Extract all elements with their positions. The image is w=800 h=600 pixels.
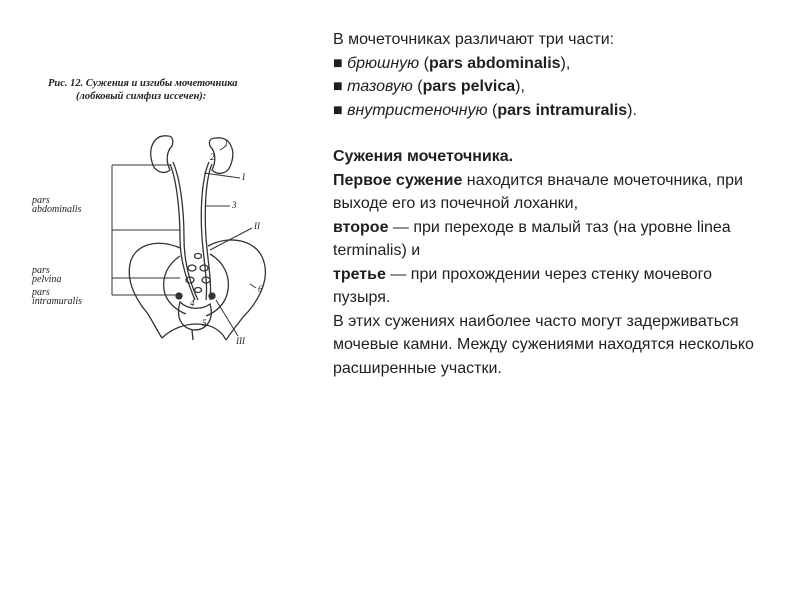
second-term: второе	[333, 218, 389, 236]
bullet-icon: ■	[333, 54, 343, 72]
label-pars-intramuralis-2: intramuralis	[32, 296, 83, 307]
part3-latin: pars intramuralis	[497, 101, 628, 119]
first-term: Первое сужение	[333, 171, 463, 189]
part2-name: тазовую	[347, 78, 413, 95]
constrictions-heading	[333, 145, 773, 169]
label-pars-pelvina-1: pars	[32, 265, 50, 276]
third-constriction	[333, 263, 773, 310]
pelvic-floor	[162, 324, 226, 340]
description-text	[333, 28, 773, 380]
label-num-II: II	[254, 221, 260, 231]
third-desc: — при прохождении через стенку мочевого пузыря.	[333, 265, 712, 306]
pelvis-right-wing	[208, 240, 265, 340]
part-line-intramuralis: ■ внутристеночную (pars intramuralis).	[333, 101, 637, 119]
figure-caption-line1: Рис. 12. Сужения и изгибы мочеточника	[48, 78, 238, 89]
left-ureter	[170, 164, 195, 300]
bullet-icon: ■	[333, 101, 343, 119]
figure-caption-line2: (лобковый симфиз иссечен):	[76, 91, 207, 102]
label-pars-intramuralis-1: pars	[32, 287, 50, 298]
part2-latin: pars pelvica	[422, 78, 516, 95]
part-line-abdominalis: ■ брюшную (pars abdominalis),	[333, 54, 571, 72]
intro-line: В мочеточниках различают три части:	[333, 31, 615, 48]
first-constriction	[333, 169, 773, 216]
label-num-I: I	[242, 172, 245, 182]
pelvis-left-wing	[129, 243, 180, 338]
second-desc: — при переходе в малый таз (на уровне linea terminalis) и	[333, 218, 731, 259]
label-pars-pelvina-2: pelvina	[32, 274, 62, 285]
label-num-3: 3	[232, 200, 237, 210]
label-pars-abdominalis-1: pars	[32, 195, 50, 206]
second-constriction	[333, 216, 773, 263]
urethra	[192, 330, 193, 340]
part3-name: внутристеночную	[347, 101, 488, 119]
part1-name: брюшную	[347, 54, 420, 72]
label-num-6: 6	[258, 284, 263, 294]
part1-latin: pars abdominalis	[428, 54, 561, 72]
conclusion-text: В этих сужениях наиболее часто могут задерживаться мочевые камни. Между сужениями находятся несколько расширенные участки.	[333, 312, 754, 377]
third-term: третье	[333, 265, 386, 283]
label-num-III: III	[236, 336, 245, 346]
heading-text: Сужения мочеточника.	[333, 148, 514, 165]
ureter-figure	[30, 78, 300, 368]
label-pars-abdominalis-2: abdominalis	[32, 204, 82, 215]
pelvis-inner-right	[206, 254, 228, 316]
left-kidney	[151, 136, 173, 173]
bullet-icon: ■	[333, 78, 343, 95]
label-num-4: 4	[190, 298, 195, 308]
label-num-1: 1	[224, 138, 229, 148]
label-num-2: 2	[210, 152, 215, 162]
first-desc: находится вначале мочеточника, при выходе его из почечной лоханки,	[333, 171, 743, 212]
part-line-pelvica: ■ тазовую (pars pelvica),	[333, 78, 525, 95]
label-num-5: 5	[202, 318, 207, 328]
